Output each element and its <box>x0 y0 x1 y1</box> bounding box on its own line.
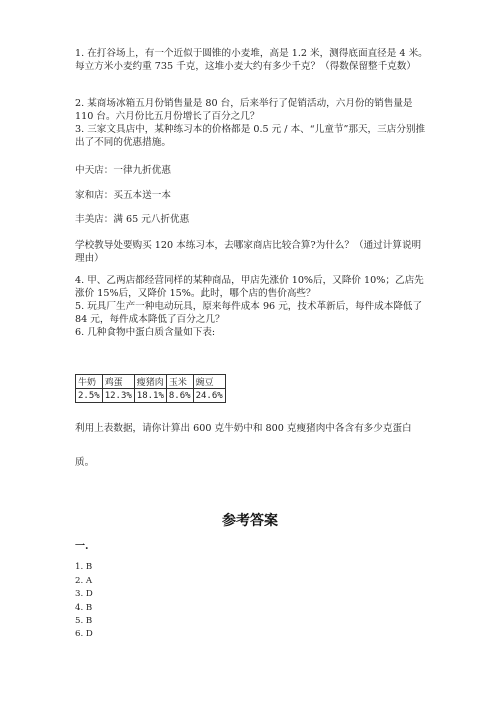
question-3-task: 学校教导处要购买 120 本练习本，去哪家商店比较合算?为什么？（通过计算说明理由） <box>75 240 422 264</box>
question-1: 1. 在打谷场上，有一个近似于圆锥的小麦堆，高是 1.2 米，测得底面直径是 4 米。每立方米小麦约重 735 千克，这堆小麦大约有多少千克？（得数保留整千克数） <box>75 48 428 72</box>
table-cell: 8.6% <box>166 389 193 403</box>
question-6-task: 利用上表数据，请你计算出 600 克牛奶中和 800 克瘦猪肉中各含有多少克蛋白 <box>75 423 412 434</box>
question-5: 5. 玩具厂生产一种电动玩具，原来每件成本 96 元，技术革新后，每件成本降低了 84 元，每件成本降低了百分之几？ <box>75 301 423 325</box>
answer-item: 5. B <box>75 616 93 626</box>
question-4: 4. 甲、乙两店都经营同样的某种商品，甲店先涨价 10%后，又降价 10%；乙店先涨价 15%后，又降价 15%。此时，哪个店的售价高些？ <box>75 275 424 299</box>
table-header-cell: 鸡蛋 <box>102 375 134 389</box>
protein-table <box>75 374 226 403</box>
table-header-cell: 瘦猪肉 <box>134 375 166 389</box>
question-6-task-end: 质。 <box>75 457 95 468</box>
store-option-fengmei: 丰美店：满 65 元八折优惠 <box>75 214 190 225</box>
store-option-zhongtian: 中天店：一律九折优惠 <box>75 165 171 176</box>
answer-item: 6. D <box>75 629 93 639</box>
table-row-header <box>76 375 226 389</box>
table-header-cell: 牛奶 <box>76 375 103 389</box>
answer-section-heading: 一. <box>75 541 89 552</box>
table-cell: 24.6% <box>193 389 225 403</box>
store-option-jiahe: 家和店：买五本送一本 <box>75 190 171 201</box>
answer-item: 2. A <box>75 576 93 586</box>
table-cell: 2.5% <box>76 389 103 403</box>
question-2: 2. 某商场冰箱五月份销售量是 80 台，后来举行了促销活动，六月份的销售量是 110 台。六月份比五月份增长了百分之几？ <box>75 98 413 122</box>
table-cell: 12.3% <box>102 389 134 403</box>
answer-item: 3. D <box>75 589 93 599</box>
table-header-cell: 豌豆 <box>193 375 225 389</box>
answer-title: 参考答案 <box>222 513 278 529</box>
question-6: 6. 几种食物中蛋白质含量如下表: <box>75 327 216 338</box>
question-3: 3. 三家文具店中，某种练习本的价格都是 0.5 元 / 本、“儿童节”那天，三店分别推出了不同的优惠措施。 <box>75 124 426 148</box>
table-header-cell: 玉米 <box>166 375 193 389</box>
table-cell: 18.1% <box>134 389 166 403</box>
table-row-values <box>76 389 226 403</box>
answer-item: 1. B <box>75 562 93 572</box>
answer-item: 4. B <box>75 603 93 613</box>
